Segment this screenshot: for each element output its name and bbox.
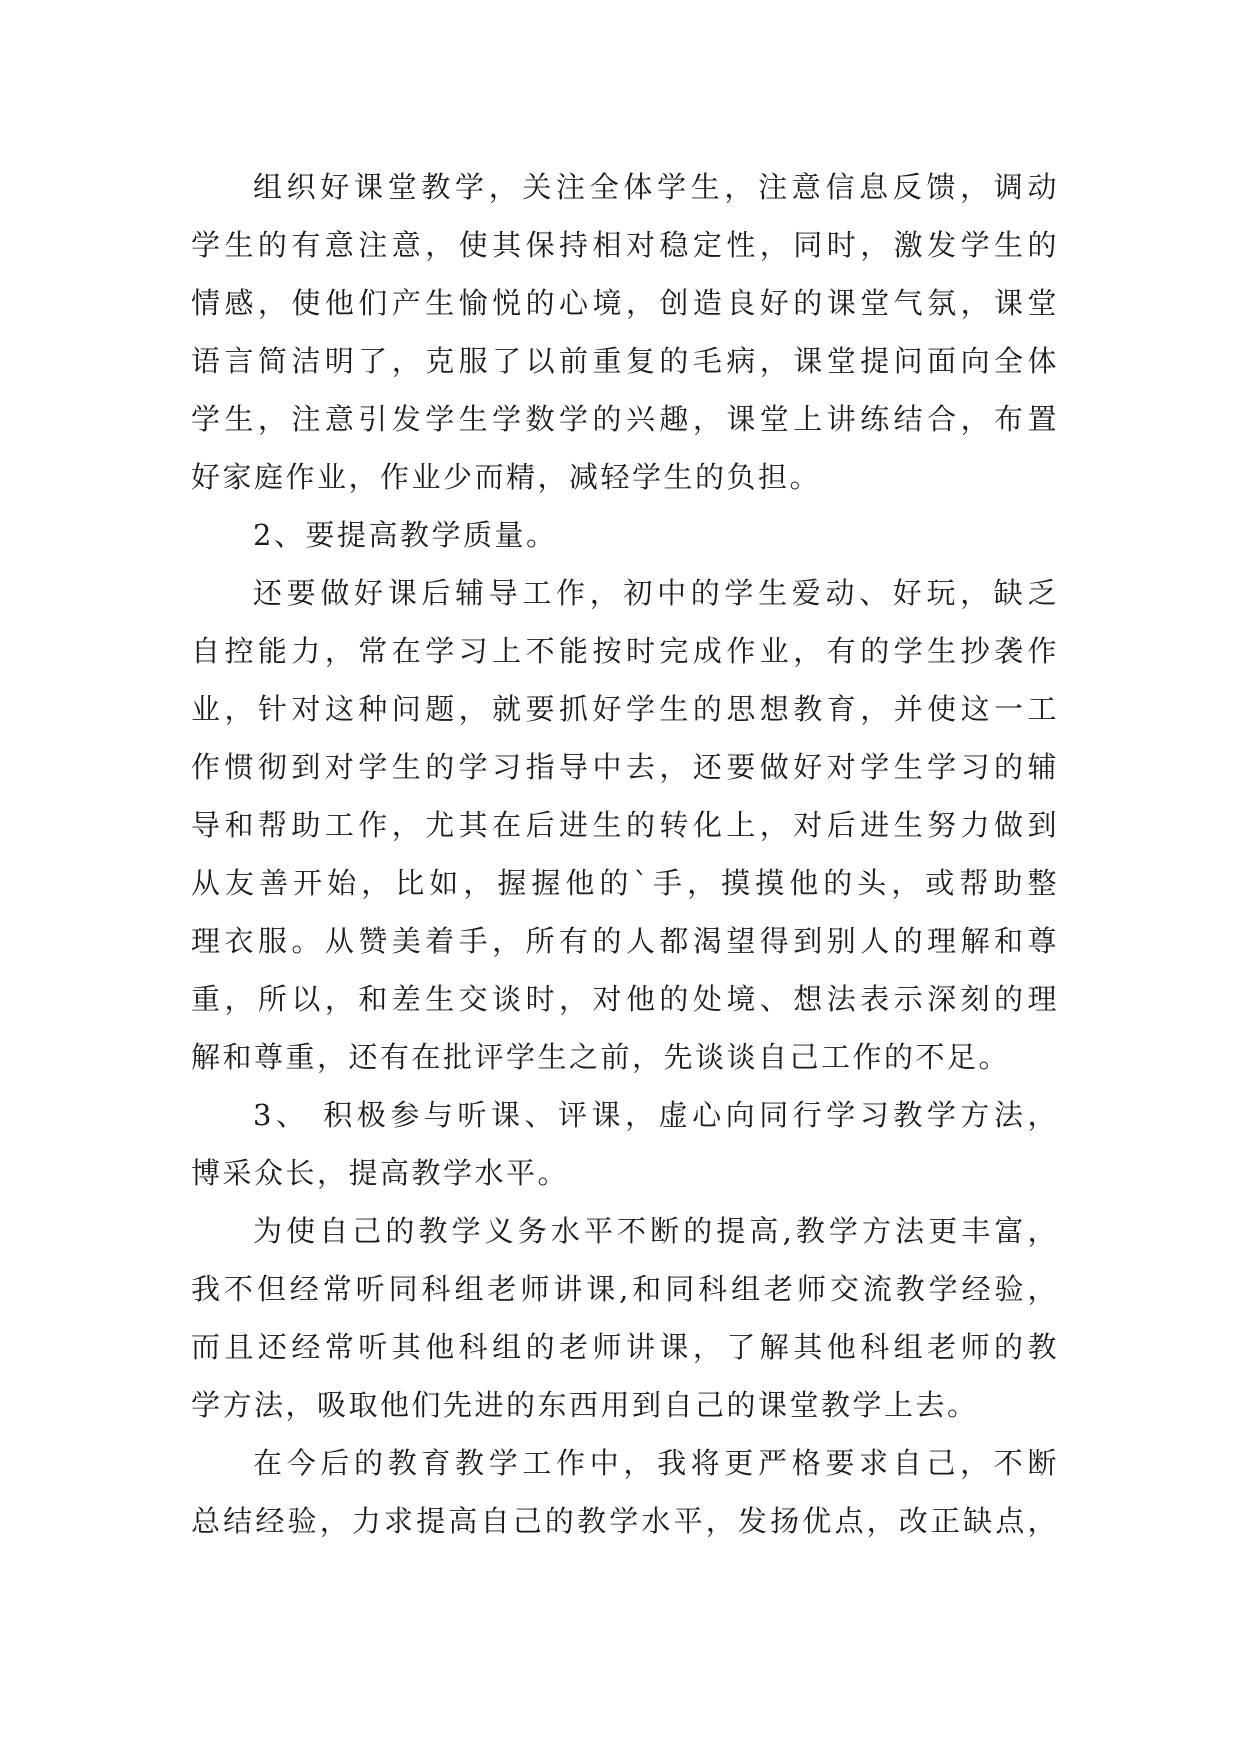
text-line: 从友善开始，比如，握握他的`手，摸摸他的头，或帮助整 (191, 866, 1059, 900)
text-line: 为使自己的教学义务水平不断的提高,教学方法更丰富， (253, 1214, 1059, 1248)
text-line: 好家庭作业，作业少而精，减轻学生的负担。 (191, 460, 822, 494)
text-line: 学生，注意引发学生学数学的兴趣，课堂上讲练结合，布置 (191, 402, 1059, 436)
text-line: 2、要提高教学质量。 (253, 518, 558, 552)
text-line: 学生的有意注意，使其保持相对稳定性，同时，激发学生的 (191, 228, 1059, 262)
paragraph-after-class-tutoring (191, 564, 1059, 1086)
text-line: 学方法，吸取他们先进的东西用到自己的课堂教学上去。 (191, 1388, 979, 1422)
text-line: 语言简洁明了，克服了以前重复的毛病，课堂提问面向全体 (191, 344, 1059, 378)
document-body (191, 158, 1059, 1550)
text-line: 导和帮助工作，尤其在后进生的转化上，对后进生努力做到 (191, 808, 1059, 842)
text-line: 在今后的教育教学工作中，我将更严格要求自己，不断 (253, 1446, 1059, 1480)
text-line: 自控能力，常在学习上不能按时完成作业，有的学生抄袭作 (191, 634, 1059, 668)
paragraph-heading-3 (191, 1086, 1059, 1202)
paragraph-heading-2 (191, 506, 1059, 564)
text-line: 重，所以，和差生交谈时，对他的处境、想法表示深刻的理 (191, 982, 1059, 1016)
text-line: 还要做好课后辅导工作，初中的学生爱动、好玩，缺乏 (253, 576, 1059, 610)
paragraph-peer-learning (191, 1202, 1059, 1434)
text-line: 情感，使他们产生愉悦的心境，创造良好的课堂气氛，课堂 (191, 286, 1059, 320)
text-line: 我不但经常听同科组老师讲课,和同科组老师交流教学经验， (191, 1272, 1059, 1306)
text-line: 组织好课堂教学，关注全体学生，注意信息反馈，调动 (253, 170, 1059, 204)
text-line: 理衣服。从赞美着手，所有的人都渴望得到别人的理解和尊 (191, 924, 1059, 958)
text-line: 博采众长，提高教学水平。 (191, 1156, 570, 1190)
paragraph-future-work (191, 1434, 1059, 1550)
text-line: 业，针对这种问题，就要抓好学生的思想教育，并使这一工 (191, 692, 1059, 726)
paragraph-classroom-teaching (191, 158, 1059, 506)
text-line: 作惯彻到对学生的学习指导中去，还要做好对学生学习的辅 (191, 750, 1059, 784)
text-line: 3、 积极参与听课、评课，虚心向同行学习教学方法， (253, 1098, 1059, 1132)
text-line: 总结经验，力求提高自己的教学水平，发扬优点，改正缺点， (191, 1504, 1059, 1538)
text-line: 而且还经常听其他科组的老师讲课，了解其他科组老师的教 (191, 1330, 1059, 1364)
text-line: 解和尊重，还有在批评学生之前，先谈谈自己工作的不足。 (191, 1040, 1011, 1074)
